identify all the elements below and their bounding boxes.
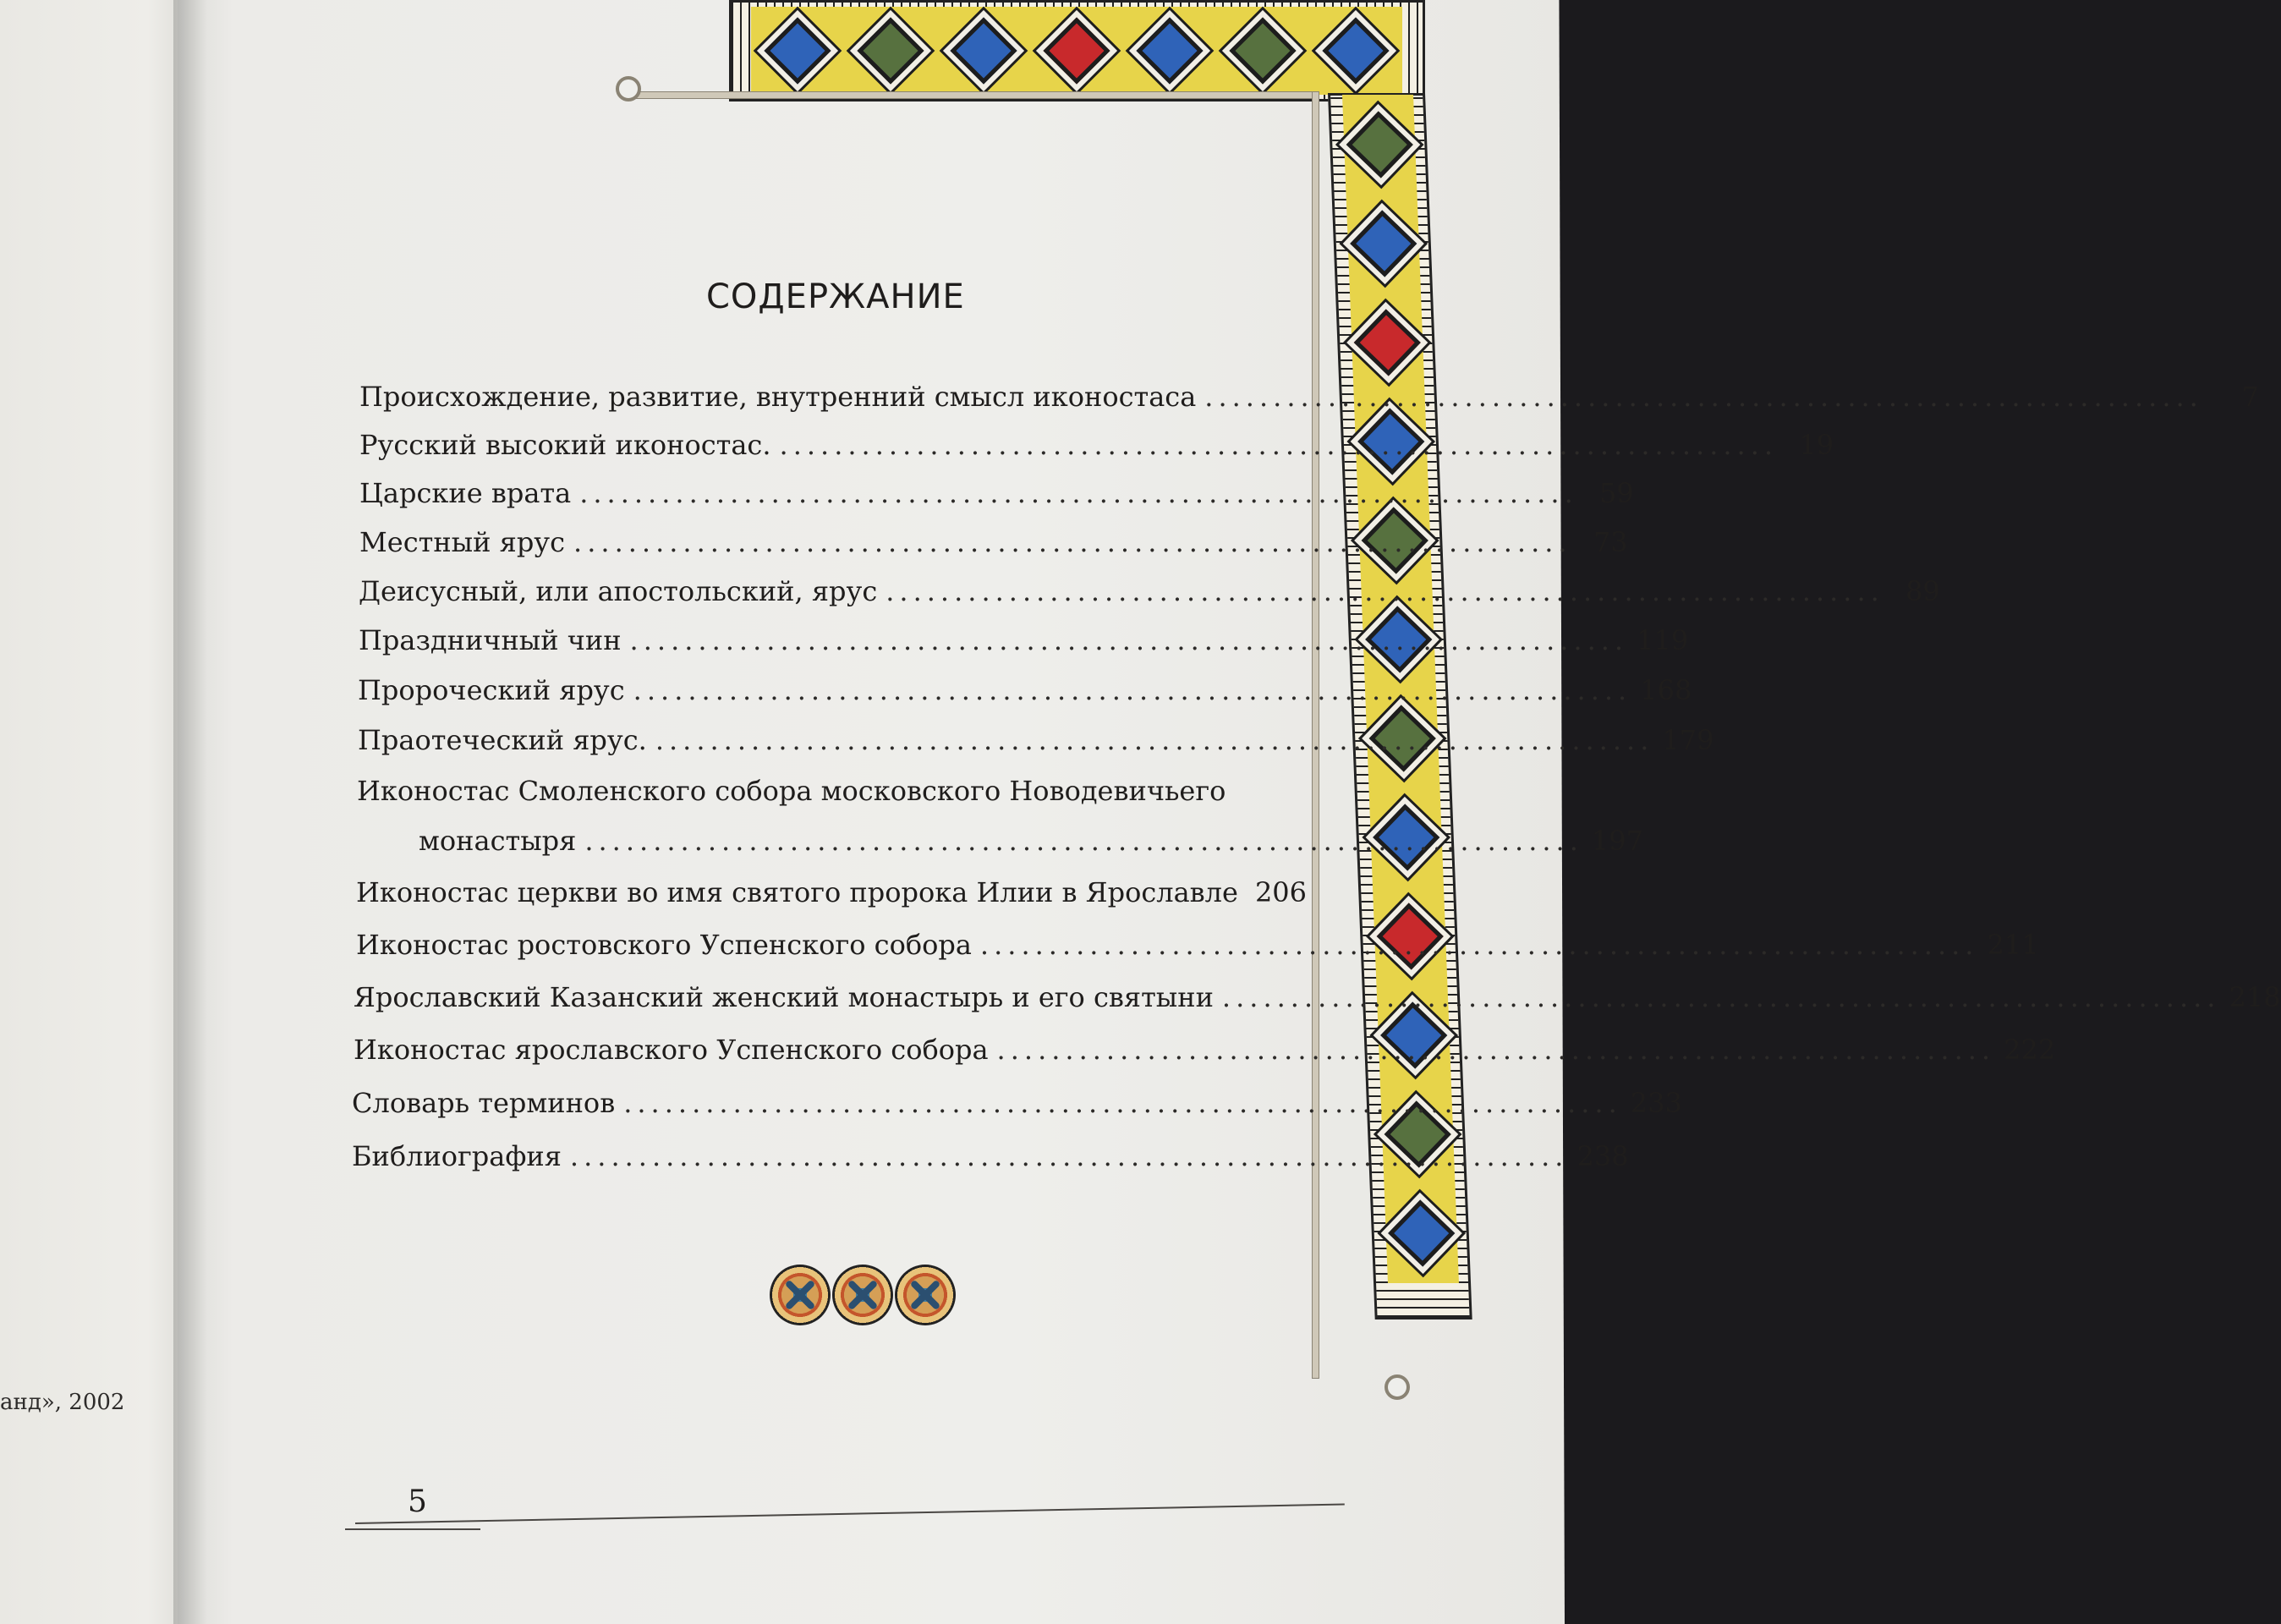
toc-leader-dots: ......................................................................... <box>629 624 1629 656</box>
toc-entry-page: 222 <box>2004 1034 2056 1066</box>
flower-medallion-icon <box>895 1265 956 1325</box>
toc-leader-dots: ......................................................................... <box>979 929 1979 961</box>
toc-entry-label: Иконостас Смоленского собора московского Новодевичьего <box>357 775 1226 807</box>
toc-entry[interactable] <box>358 724 1714 756</box>
toc-entry[interactable] <box>359 624 1689 656</box>
toc-entry-continuation[interactable] <box>419 825 1643 857</box>
page-number: 5 <box>408 1484 427 1519</box>
toc-entry-label: Местный ярус <box>359 526 566 558</box>
toc-entry-label: Библиография <box>352 1140 562 1172</box>
toc-entry-label: Пророческий ярус <box>358 674 625 706</box>
toc-entry-label: Царские врата <box>359 477 572 509</box>
toc-entry-label: Ярославский Казанский женский монастырь и его святыни <box>354 981 1214 1013</box>
toc-entry-page: 218 <box>2229 981 2281 1013</box>
toc-leader-dots: ......................................................................... <box>633 674 1632 706</box>
toc-leader-dots: ......................................................................... <box>584 825 1583 857</box>
toc-entry-page: 19 <box>1799 429 1834 461</box>
toc-entry-page: 89 <box>1905 575 1940 607</box>
toc-entry[interactable] <box>356 929 2039 961</box>
toc-entry-page: 211 <box>1987 929 2039 961</box>
toc-entry[interactable] <box>352 1087 1682 1119</box>
flower-medallion-icon <box>770 1265 831 1325</box>
toc-leader-dots: ......................................................................... <box>996 1034 1996 1066</box>
toc-leader-dots: ......................................................................... <box>655 724 1654 756</box>
flower-medallion-icon <box>832 1265 893 1325</box>
toc-entry-page: 59 <box>1599 477 1634 509</box>
toc-entry[interactable] <box>359 477 1634 509</box>
toc-title: СОДЕРЖАНИЕ <box>706 277 965 316</box>
toc-leader-dots: ......................................................................... <box>1204 381 2203 413</box>
toc-entry[interactable] <box>359 575 1940 607</box>
toc-entry-label: Русский высокий иконостас. <box>359 429 771 461</box>
toc-entry[interactable] <box>354 981 2281 1013</box>
toc-entry[interactable] <box>358 674 1692 706</box>
toc-entry-label: Словарь терминов <box>352 1087 616 1119</box>
toc-entry-label: Иконостас ростовского Успенского собора <box>356 929 972 961</box>
toc-entry[interactable] <box>352 1140 1629 1172</box>
toc-entry[interactable] <box>359 381 2259 413</box>
toc-entry-page: 197 <box>1591 825 1643 857</box>
toc-entry[interactable] <box>359 526 1628 558</box>
toc-entry[interactable] <box>356 876 1308 908</box>
toc-entry-page: 233 <box>1630 1087 1682 1119</box>
toc-entry[interactable] <box>357 775 1287 807</box>
left-page-imprint: анд», 2002 <box>0 1390 125 1415</box>
ornament-medallions <box>770 1265 956 1325</box>
toc-leader-dots: ......................................................................... <box>623 1087 1622 1119</box>
toc-leader-dots: ......................................................................... <box>569 1140 1569 1172</box>
toc-entry-page: 168 <box>1640 674 1692 706</box>
toc-entry-label: Деисусный, или апостольский, ярус <box>359 575 878 607</box>
toc-entry[interactable] <box>359 429 1834 461</box>
toc-entry-page: 73 <box>1593 526 1628 558</box>
toc-leader-dots: ......................................................................... <box>579 477 1578 509</box>
toc-entry-page: 119 <box>1637 624 1689 656</box>
toc-entry-label: Иконостас ярославского Успенского собора <box>354 1034 989 1066</box>
toc-leader-dots: ......................................................................... <box>779 429 1779 461</box>
toc-entry-label: Праздничный чин <box>359 624 622 656</box>
toc-entry-page: 7 <box>2241 381 2259 413</box>
toc-entry-label: Происхождение, развитие, внутренний смысл иконостаса <box>359 381 1197 413</box>
toc-entry-page: 179 <box>1662 724 1714 756</box>
toc-entry-page: 206 <box>1254 876 1308 908</box>
toc-entry-label: Иконостас церкви во имя святого пророка Илии в Ярославле <box>356 876 1238 908</box>
toc-entry-label: монастыря <box>419 825 577 857</box>
toc-entry-label: Праотеческий ярус. <box>358 724 647 756</box>
toc-leader-dots: ......................................................................... <box>886 575 1884 607</box>
toc-leader-dots: ......................................................................... <box>1221 981 2221 1013</box>
toc-leader-dots: ......................................................................... <box>573 526 1572 558</box>
toc-entry[interactable] <box>354 1034 2056 1066</box>
toc-entry-page: 238 <box>1576 1140 1629 1172</box>
